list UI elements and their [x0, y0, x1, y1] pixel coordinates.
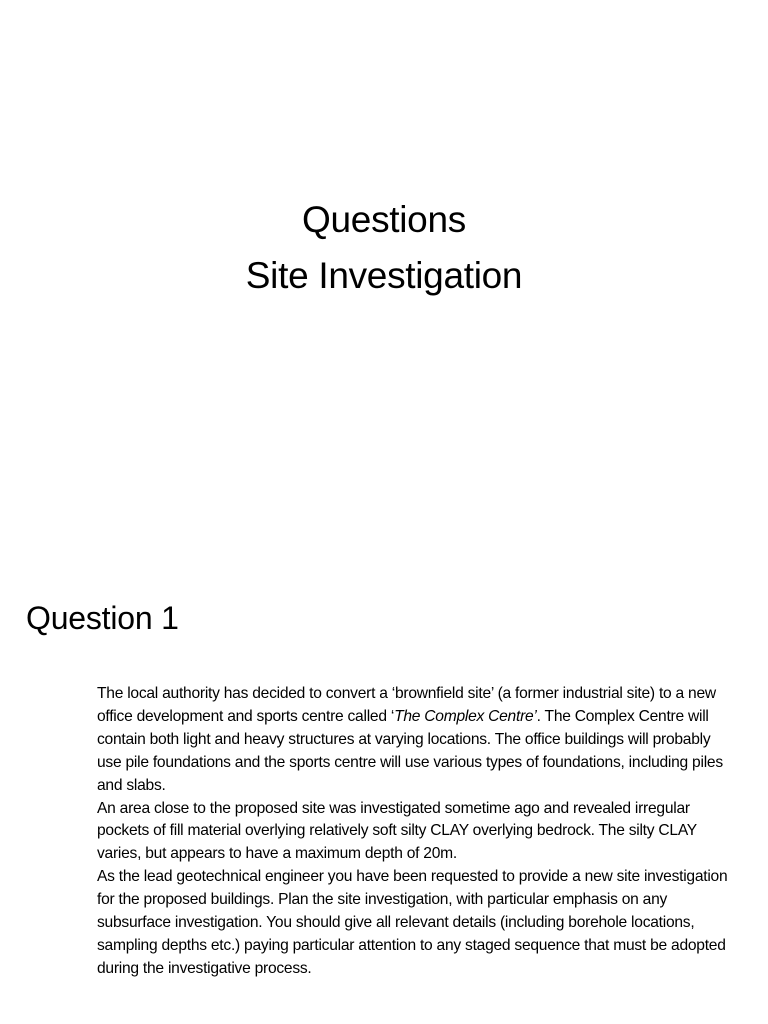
slide-title [0, 192, 768, 304]
paragraph-1-text-start: The local authority has decided to convert a ‘brownfield site’ (a former industrial site) to a new office development and sports centre called ‘ [97, 685, 716, 725]
slide-title-line-2: Site Investigation [245, 255, 523, 296]
question-paragraph-2: An area close to the proposed site was investigated sometime ago and revealed irregular pockets of fill material overlying relatively soft silty CLAY overlying bedrock. The silty CLAY varies, but appears to have a maximum depth of 20m. [97, 799, 697, 863]
project-name-italic: The Complex Centre’ [394, 707, 537, 725]
question-heading: Question 1 [26, 600, 179, 636]
question-paragraph-1 [97, 683, 737, 798]
slide-title-line-1: Questions [302, 199, 466, 240]
question-paragraph-3: As the lead geotechnical engineer you have been requested to provide a new site investigation for the proposed buildings. Plan the site investigation, with particular emphasis on any subsurface investigation. You should give all relevant details (including borehole locations, sampling depths etc.) paying particular attention to any staged sequence that must be adopted during the investigative process. [97, 868, 728, 977]
question-body [97, 683, 737, 981]
paragraph-1-text-end: . The Complex Centre will contain both light and heavy structures at varying locations. The office buildings will probably use pile foundations and the sports centre will use various types of foundations, including piles and slabs. [97, 707, 723, 794]
